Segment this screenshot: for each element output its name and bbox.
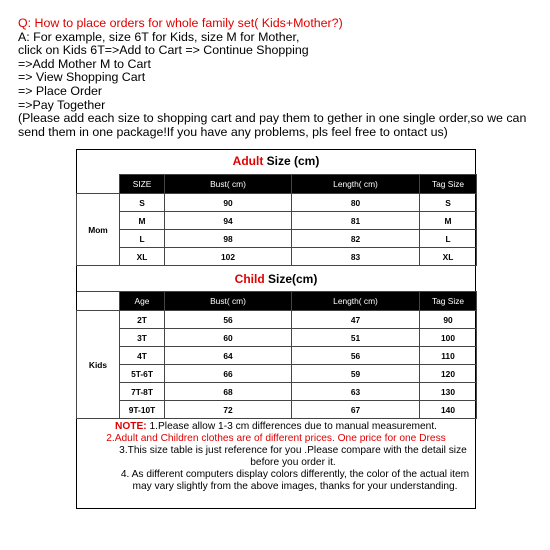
table-cell: 82 [292,230,420,248]
table-cell: XL [420,248,477,266]
instruction-paragraph: (Please add each size to shopping cart and pay them to gether in one single order,so we can send them in one package!If you have any problems, pls feel free to ontact us) [18,111,527,139]
table-cell: 7T-8T [120,383,165,401]
table-cell: 130 [420,383,477,401]
table-row [77,383,477,401]
table-cell: 80 [292,194,420,212]
column-header: Tag Size [420,175,477,194]
table-cell: 120 [420,365,477,383]
note-3: 3.This size table is just reference for you .Please compare with the detail size before you order it. [119,445,467,469]
order-instructions [18,17,538,139]
instruction-line: A: For example, size 6T for Kids, size M for Mother, [18,29,300,44]
table-row [77,365,477,383]
table-cell: 81 [292,212,420,230]
table-cell: 4T [120,347,165,365]
adult-title-highlight: Adult [232,154,264,168]
instruction-line: =>Pay Together [18,97,106,112]
table-cell: 47 [292,311,420,329]
table-cell: 5T-6T [120,365,165,383]
column-header: Tag Size [420,292,477,311]
table-cell: 63 [292,383,420,401]
child-size-table [76,291,477,419]
column-header: Age [120,292,165,311]
child-title-highlight: Child [234,272,265,286]
table-cell: 3T [120,329,165,347]
table-row [77,401,477,419]
table-cell: M [420,212,477,230]
table-cell: M [120,212,165,230]
table-row [77,194,477,212]
table-cell: S [420,194,477,212]
table-cell: 83 [292,248,420,266]
table-cell: 64 [165,347,292,365]
table-cell: 90 [420,311,477,329]
adult-size-title [76,154,476,168]
table-row [77,329,477,347]
group-header-cell [77,175,120,194]
child-size-title [76,272,476,286]
note-2: 2.Adult and Children clothes are of different prices. One price for one Dress [106,433,446,445]
note-4: 4. As different computers display colors differently, the color of the actual item may vary slightly from the above images, thanks for your understanding. [120,469,470,493]
column-header: Bust( cm) [165,175,292,194]
instruction-line: click on Kids 6T=>Add to Cart => Continue Shopping [18,43,309,58]
column-header: SIZE [120,175,165,194]
table-header-row [77,175,477,194]
instruction-line: =>Add Mother M to Cart [18,56,151,71]
note-label: NOTE: [114,421,147,432]
adult-title-rest: Size (cm) [263,154,320,168]
group-label-mom: Mom [77,194,120,266]
note-1 [76,421,476,433]
table-cell: 66 [165,365,292,383]
table-cell: L [420,230,477,248]
table-cell: 98 [165,230,292,248]
column-header: Length( cm) [292,292,420,311]
group-header-cell [77,292,120,311]
table-cell: 56 [165,311,292,329]
table-header-row [77,292,477,311]
note-1-text: 1.Please allow 1-3 cm differences due to manual measurement. [146,421,437,432]
table-cell: 110 [420,347,477,365]
column-header: Bust( cm) [165,292,292,311]
table-row [77,248,477,266]
adult-size-table [76,174,477,266]
table-cell: XL [120,248,165,266]
column-header: Length( cm) [292,175,420,194]
table-cell: 140 [420,401,477,419]
table-cell: 59 [292,365,420,383]
table-cell: 60 [165,329,292,347]
instruction-line: => View Shopping Cart [18,70,146,85]
table-row [77,311,477,329]
table-row [77,347,477,365]
table-cell: 94 [165,212,292,230]
table-row [77,230,477,248]
table-cell: 2T [120,311,165,329]
table-cell: 67 [292,401,420,419]
table-row [77,212,477,230]
group-label-kids: Kids [77,311,120,419]
table-cell: 102 [165,248,292,266]
table-cell: L [120,230,165,248]
table-cell: 51 [292,329,420,347]
child-title-rest: Size(cm) [264,272,318,286]
instruction-line: => Place Order [18,83,103,98]
table-cell: 9T-10T [120,401,165,419]
table-cell: S [120,194,165,212]
table-cell: 56 [292,347,420,365]
table-cell: 100 [420,329,477,347]
question-line: Q: How to place orders for whole family set( Kids+Mother?) [18,16,343,30]
table-cell: 68 [165,383,292,401]
size-notes [76,421,476,494]
table-cell: 72 [165,401,292,419]
table-cell: 90 [165,194,292,212]
